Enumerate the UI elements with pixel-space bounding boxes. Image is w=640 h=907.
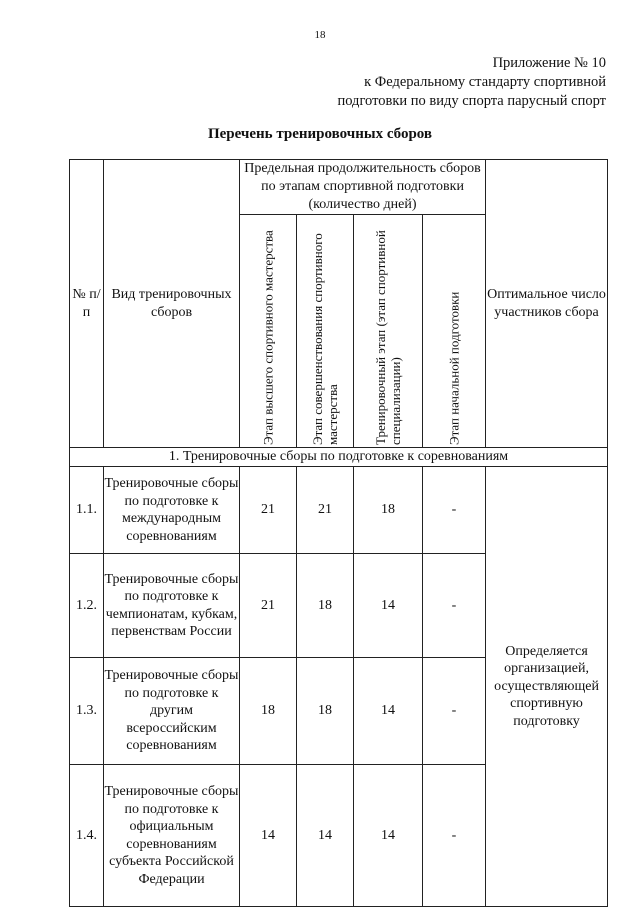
appendix-line-2: к Федеральному стандарту спортивной <box>364 74 606 90</box>
header-stage-1 <box>240 215 297 448</box>
row-num: 1.1. <box>70 467 104 554</box>
header-stage-1-label: Этап высшего спортивного мастерства <box>260 230 276 445</box>
row-value-stage-2: 18 <box>297 554 354 658</box>
row-num: 1.3. <box>70 658 104 765</box>
row-value-stage-1: 21 <box>240 554 297 658</box>
optimal-note: Определяется организацией, осуществляющей спортивную подготовку <box>486 467 608 907</box>
header-stage-2 <box>297 215 354 448</box>
table-row <box>70 467 608 554</box>
header-stage-4 <box>423 215 486 448</box>
row-value-stage-3: 14 <box>354 658 423 765</box>
row-value-stage-1: 21 <box>240 467 297 554</box>
row-num: 1.2. <box>70 554 104 658</box>
document-title: Перечень тренировочных сборов <box>207 126 433 142</box>
row-kind: Тренировочные сборы по подготовке к официальным соревнованиям субъекта Российской Федерации <box>104 765 240 907</box>
header-stage-3-label: Тренировочный этап (этап спортивной специализации) <box>373 230 403 445</box>
row-value-stage-4: - <box>423 658 486 765</box>
header-stage-2-label: Этап совершенствования спортивного мастерства <box>310 233 340 445</box>
appendix-line-3: подготовки по виду спорта парусный спорт <box>337 93 606 109</box>
appendix-block <box>337 54 606 111</box>
row-value-stage-3: 14 <box>354 554 423 658</box>
row-value-stage-2: 18 <box>297 658 354 765</box>
row-value-stage-2: 21 <box>297 467 354 554</box>
row-value-stage-3: 14 <box>354 765 423 907</box>
appendix-line-1: Приложение № 10 <box>492 55 606 71</box>
header-duration: Предельная продолжительность сборов по этапам спортивной подготовки (количество дней) <box>240 160 486 215</box>
page-number: 18 <box>314 29 326 41</box>
row-kind: Тренировочные сборы по подготовке к чемпионатам, кубкам, первенствам России <box>104 554 240 658</box>
training-camps-table <box>69 159 608 907</box>
header-kind: Вид тренировочных сборов <box>104 160 240 448</box>
section-row <box>70 448 608 467</box>
header-num: № п/п <box>70 160 104 448</box>
row-value-stage-3: 18 <box>354 467 423 554</box>
row-kind: Тренировочные сборы по подготовке к международным соревнованиям <box>104 467 240 554</box>
section-title: 1. Тренировочные сборы по подготовке к соревнованиям <box>70 448 608 467</box>
header-stage-4-label: Этап начальной подготовки <box>446 291 462 445</box>
row-value-stage-4: - <box>423 765 486 907</box>
header-row-1 <box>70 160 608 215</box>
row-num: 1.4. <box>70 765 104 907</box>
header-stage-3 <box>354 215 423 448</box>
header-optimal: Оптимальное число участников сбора <box>486 160 608 448</box>
row-value-stage-1: 14 <box>240 765 297 907</box>
row-value-stage-4: - <box>423 554 486 658</box>
row-value-stage-4: - <box>423 467 486 554</box>
row-kind: Тренировочные сборы по подготовке к другим всероссийским соревнованиям <box>104 658 240 765</box>
row-value-stage-1: 18 <box>240 658 297 765</box>
row-value-stage-2: 14 <box>297 765 354 907</box>
